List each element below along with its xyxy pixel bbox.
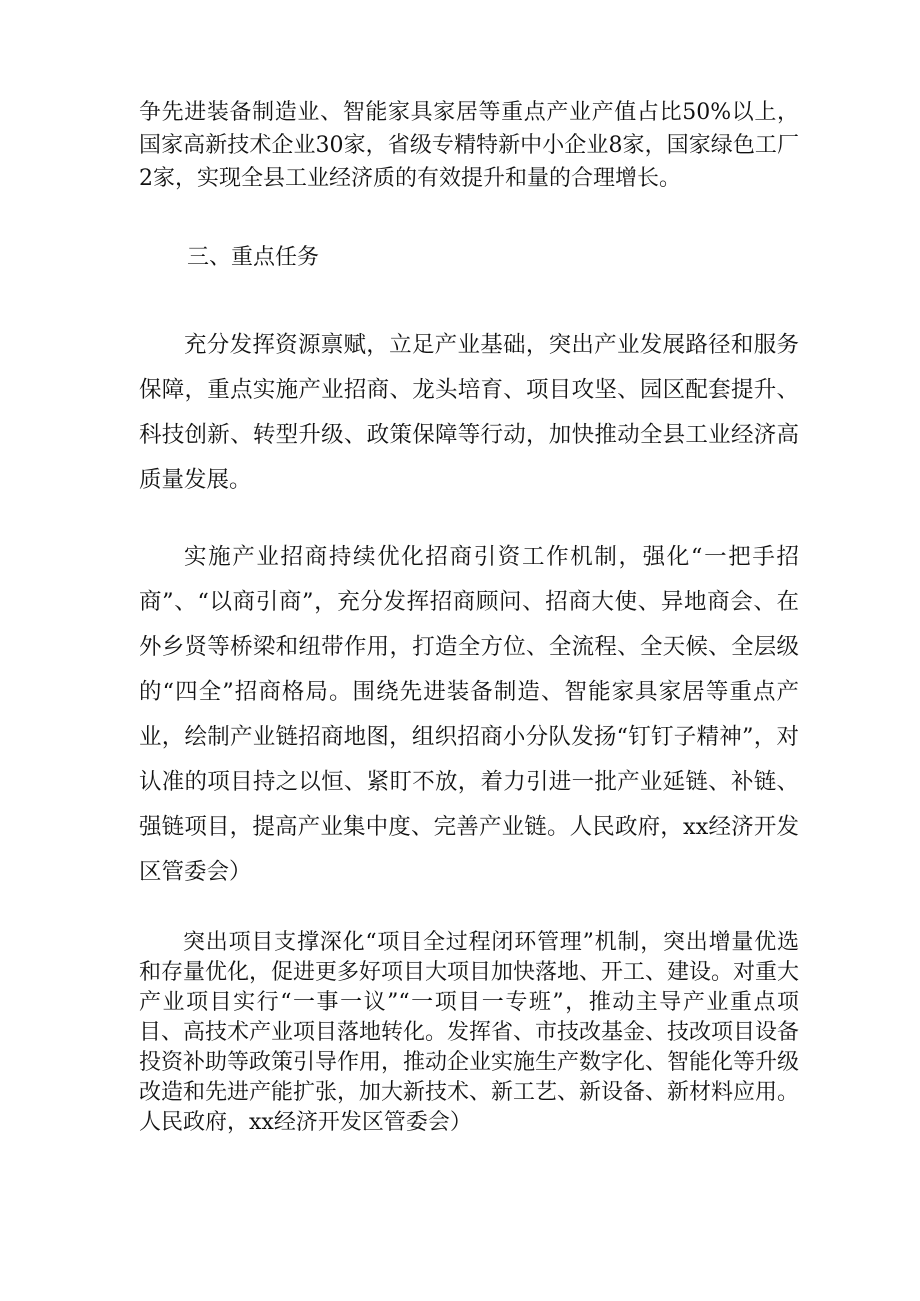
intro-paragraph: 争先进装备制造业、智能家具家居等重点产业产值占比50%以上，国家高新技术企业30家，省级专精特新中小企业8家，国家绿色工厂2家，实现全县工业经济质的有效提升和量的合理增长。 <box>139 100 799 191</box>
investment-paragraph: 实施产业招商持续优化招商引资工作机制，强化“一把手招商”、“以商引商”，充分发挥招商顾问、招商大使、异地商会、在外乡贤等桥梁和纽带作用，打造全方位、全流程、全天候、全层级的“四全”招商格局。围绕先进装备制造、智能家具家居等重点产业，绘制产业链招商地图，组织招商小分队发扬“钉钉子精神”，对认准的项目持之以恒、紧盯不放，着力引进一批产业延链、补链、强链项目，提高产业集中度、完善产业链。人民政府，xx经济开发区管委会） <box>139 544 799 885</box>
project-paragraph: 突出项目支撑深化“项目全过程闭环管理”机制，突出增量优选和存量优化，促进更多好项目大项目加快落地、开工、建设。对重大产业项目实行“一事一议”“一项目一专班”，推动主导产业重点项目、高技术产业项目落地转化。发挥省、市技改基金、技改项目设备投资补助等政策引导作用，推动企业实施生产数字化、智能化等升级改造和先进产能扩张，加大新技术、新工艺、新设备、新材料应用。人民政府，xx经济开发区管委会） <box>139 930 800 1135</box>
overview-paragraph: 充分发挥资源禀赋，立足产业基础，突出产业发展路径和服务保障，重点实施产业招商、龙头培育、项目攻坚、园区配套提升、科技创新、转型升级、政策保障等行动，加快推动全县工业经济高质量发展。 <box>139 332 799 493</box>
section-heading: 三、重点任务 <box>187 245 320 270</box>
